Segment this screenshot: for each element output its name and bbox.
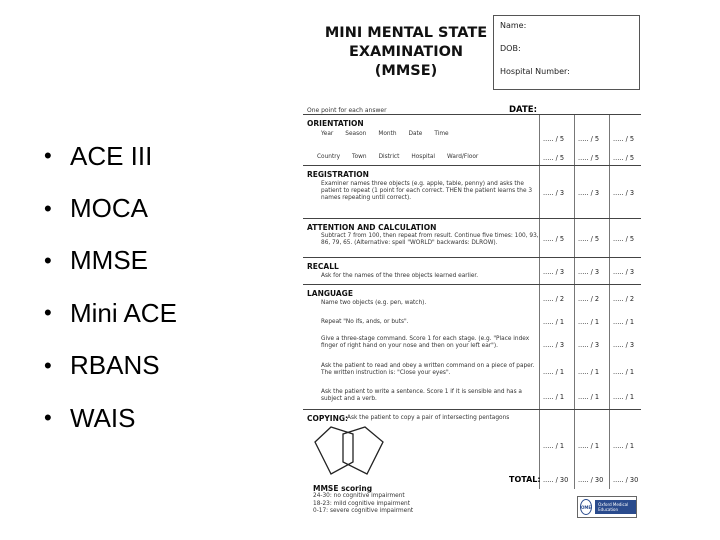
bullet-list bbox=[44, 130, 284, 444]
score-cell: ..... / 1 bbox=[578, 442, 600, 450]
form-title-line: MINI MENTAL STATE bbox=[324, 25, 488, 41]
score-cell: ..... / 1 bbox=[543, 318, 565, 326]
score-cell: ..... / 1 bbox=[578, 368, 600, 376]
language-item-text: Ask the patient to write a sentence. Score 1 if it is sensible and has a subject and a verb. bbox=[321, 389, 522, 402]
section-orientation bbox=[303, 116, 641, 166]
attention-text: Subtract 7 from 100, then repeat from result. Continue five times: 100, 93, 86, 79, 65. (Alternative: spell "WORLD" backwards: DLROW). bbox=[321, 233, 539, 246]
score-cell: ..... / 5 bbox=[613, 135, 635, 143]
orientation-word: Month bbox=[378, 131, 397, 137]
score-cell: ..... / 1 bbox=[613, 393, 635, 401]
bullet-label: RBANS bbox=[70, 350, 160, 381]
bullet-glyph: • bbox=[44, 143, 52, 169]
date-label: DATE: bbox=[509, 105, 537, 115]
orientation-word: Time bbox=[434, 131, 449, 137]
score-cell: ..... / 3 bbox=[613, 268, 635, 276]
bullet-label: ACE III bbox=[70, 140, 153, 171]
score-cell: ..... / 5 bbox=[613, 235, 635, 243]
dob-field-label: DOB: bbox=[500, 44, 521, 53]
scoring-line: 18-23: mild cognitive impairment bbox=[313, 500, 410, 507]
bullet-item bbox=[44, 340, 284, 392]
registration-text: Examiner names three objects (e.g. apple, table, penny) and asks the patient to repeat (1 point for each correct. THEN the patient learns the 3 names repeating until correct). bbox=[321, 181, 533, 201]
bullet-glyph: • bbox=[44, 247, 52, 273]
score-cell: ..... / 1 bbox=[578, 393, 600, 401]
hospital-number-label: Hospital Number: bbox=[500, 67, 570, 76]
orientation-word: District bbox=[378, 154, 400, 160]
language-item-text: Give a three-stage command. Score 1 for each stage. (e.g. "Place index finger of right hand on your nose and then on your left ear"). bbox=[321, 336, 530, 349]
orientation-word: Hospital bbox=[411, 154, 436, 160]
total-score: ..... / 30 bbox=[578, 476, 604, 484]
scoring-line: 0-17: severe cognitive impairment bbox=[313, 508, 414, 514]
scoring-title: MMSE scoring bbox=[313, 484, 373, 493]
score-cell: ..... / 5 bbox=[543, 235, 565, 243]
score-cell: ..... / 1 bbox=[543, 368, 565, 376]
orientation-word: Country bbox=[317, 154, 341, 160]
bullet-glyph: • bbox=[44, 352, 52, 378]
bullet-item bbox=[44, 287, 284, 339]
language-item-text: Repeat "No ifs, ands, or buts". bbox=[321, 319, 409, 325]
mmse-form bbox=[303, 12, 641, 524]
orientation-word: Ward/Floor bbox=[447, 154, 479, 160]
score-cell: ..... / 5 bbox=[578, 235, 600, 243]
orientation-row-2 bbox=[317, 154, 490, 161]
patient-id-box bbox=[493, 15, 640, 90]
score-cell: ..... / 3 bbox=[543, 189, 565, 197]
score-cell: ..... / 5 bbox=[543, 154, 565, 162]
language-item-text: Ask the patient to read and obey a written command on a piece of paper. The written instruction is: "Close your eyes". bbox=[321, 363, 535, 376]
section-title: COPYING: bbox=[307, 414, 349, 423]
orientation-word: Town bbox=[352, 154, 367, 160]
score-cell: ..... / 2 bbox=[578, 295, 600, 303]
form-title-line: EXAMINATION bbox=[348, 44, 464, 60]
section-registration bbox=[303, 167, 641, 219]
orientation-row-1 bbox=[321, 131, 461, 138]
score-cell: ..... / 3 bbox=[613, 189, 635, 197]
section-attention bbox=[303, 220, 641, 258]
publisher-logo bbox=[577, 496, 637, 518]
bullet-glyph: • bbox=[44, 195, 52, 221]
score-cell: ..... / 5 bbox=[578, 154, 600, 162]
logo-mark: OME bbox=[580, 499, 592, 515]
section-recall bbox=[303, 259, 641, 285]
form-header-row bbox=[303, 105, 641, 115]
form-title bbox=[311, 24, 501, 81]
orientation-word: Season bbox=[345, 131, 367, 137]
bullet-item bbox=[44, 235, 284, 287]
section-title: ORIENTATION bbox=[307, 119, 364, 128]
section-title: RECALL bbox=[307, 262, 339, 271]
score-cell: ..... / 1 bbox=[543, 442, 565, 450]
mmse-scoring bbox=[313, 484, 413, 516]
bullet-item bbox=[44, 130, 284, 182]
section-title: ATTENTION AND CALCULATION bbox=[307, 223, 437, 232]
name-field-label: Name: bbox=[500, 21, 527, 30]
language-item-text: Name two objects (e.g. pen, watch). bbox=[321, 300, 427, 306]
score-cell: ..... / 1 bbox=[613, 318, 635, 326]
score-cell: ..... / 5 bbox=[578, 135, 600, 143]
bullet-glyph: • bbox=[44, 405, 52, 431]
form-title-line: (MMSE) bbox=[374, 63, 438, 79]
score-cell: ..... / 3 bbox=[543, 268, 565, 276]
score-cell: ..... / 3 bbox=[543, 341, 565, 349]
bullet-label: Mini ACE bbox=[70, 297, 177, 328]
section-title: LANGUAGE bbox=[307, 289, 353, 298]
score-cell: ..... / 5 bbox=[613, 154, 635, 162]
score-cell: ..... / 2 bbox=[543, 295, 565, 303]
score-cell: ..... / 3 bbox=[578, 268, 600, 276]
scoring-instruction: One point for each answer bbox=[307, 107, 387, 114]
score-cell: ..... / 3 bbox=[578, 189, 600, 197]
bullet-label: MMSE bbox=[70, 245, 148, 276]
logo-text: Oxford Medical Education bbox=[595, 500, 636, 514]
score-cell: ..... / 1 bbox=[613, 442, 635, 450]
bullet-item bbox=[44, 392, 284, 444]
bullet-glyph: • bbox=[44, 300, 52, 326]
scoring-line: 24-30: no cognitive impairment bbox=[313, 493, 405, 499]
recall-text: Ask for the names of the three objects learned earlier. bbox=[321, 273, 479, 279]
orientation-word: Date bbox=[408, 131, 423, 137]
total-score: ..... / 30 bbox=[543, 476, 569, 484]
copying-text: Ask the patient to copy a pair of intersecting pentagons bbox=[347, 415, 510, 421]
section-language bbox=[303, 286, 641, 410]
score-cell: ..... / 3 bbox=[613, 341, 635, 349]
bullet-label: WAIS bbox=[70, 402, 136, 433]
bullet-item bbox=[44, 182, 284, 234]
score-cell: ..... / 2 bbox=[613, 295, 635, 303]
score-cell: ..... / 3 bbox=[578, 341, 600, 349]
score-cell: ..... / 1 bbox=[613, 368, 635, 376]
score-cell: ..... / 1 bbox=[543, 393, 565, 401]
total-label: TOTAL: bbox=[509, 475, 541, 484]
total-score: ..... / 30 bbox=[613, 476, 639, 484]
orientation-word: Year bbox=[321, 131, 334, 137]
section-title: REGISTRATION bbox=[307, 170, 369, 179]
score-cell: ..... / 5 bbox=[543, 135, 565, 143]
bullet-label: MOCA bbox=[70, 193, 148, 224]
score-cell: ..... / 1 bbox=[578, 318, 600, 326]
